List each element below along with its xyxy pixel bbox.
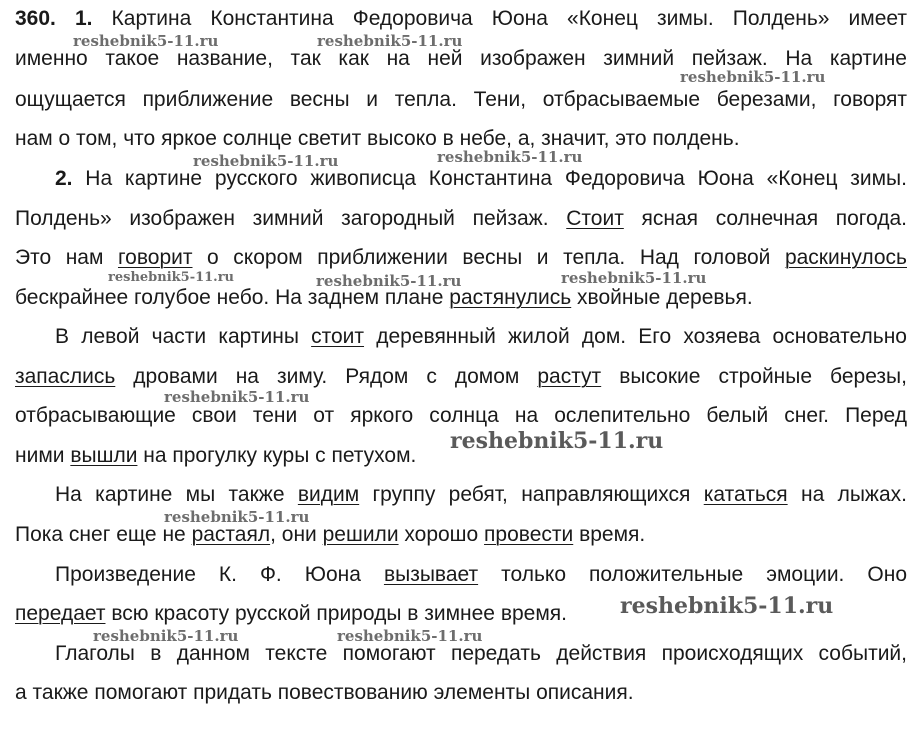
underlined-verb: кататься (703, 483, 788, 506)
text-line: отбрасывающие свои тени от яркого солнца на ослепительно белый снег. Перед (15, 404, 907, 427)
text-line: передает всю красоту русской природы в зимнее время. (15, 602, 567, 625)
watermark: reshebnik5-11.ru (620, 593, 834, 619)
watermark: reshebnik5-11.ru (108, 270, 235, 285)
text-line: На картине мы также видим группу ребят, направляющихся кататься на лыжах. (55, 483, 907, 506)
watermark: reshebnik5-11.ru (93, 627, 239, 645)
text-line: нам о том, что яркое солнце светит высоко в небе, а, значит, это полдень. (15, 127, 740, 150)
watermark: reshebnik5-11.ru (317, 32, 463, 50)
text-line: ними вышли на прогулку куры с петухом. (15, 444, 417, 467)
underlined-verb: передает (15, 602, 106, 625)
watermark: reshebnik5-11.ru (450, 428, 664, 454)
watermark: reshebnik5-11.ru (680, 68, 826, 86)
underlined-verb: вышли (70, 444, 138, 467)
part-label: 2. (55, 167, 86, 190)
watermark: reshebnik5-11.ru (193, 152, 339, 170)
underlined-verb: видим (297, 483, 360, 506)
watermark: reshebnik5-11.ru (437, 148, 583, 166)
text-line: Это нам говорит о скором приближении весны и тепла. Над головой раскинулось (15, 246, 907, 269)
watermark: reshebnik5-11.ru (561, 269, 707, 287)
underlined-verb: растаял (191, 523, 271, 546)
watermark: reshebnik5-11.ru (164, 508, 310, 526)
text-line: Произведение К. Ф. Юона вызывает только положительные эмоции. Оно (55, 563, 908, 586)
watermark: reshebnik5-11.ru (316, 272, 462, 290)
underlined-verb: вызывает (383, 563, 479, 586)
text-line: Пока снег еще не растаял, они решили хорошо провести время. (15, 523, 646, 546)
underlined-verb: Стоит (566, 207, 624, 230)
watermark: reshebnik5-11.ru (164, 388, 310, 406)
watermark: reshebnik5-11.ru (337, 627, 483, 645)
text-line: а также помогают придать повествованию элементы описания. (15, 681, 634, 704)
text-line: бескрайнее голубое небо. На заднем плане растянулись хвойные деревья. (15, 286, 753, 309)
underlined-verb: запаслись (15, 365, 116, 388)
text-line: Полдень» изображен зимний загородный пейзаж. Стоит ясная солнечная погода. (15, 207, 907, 230)
part-label: 1. (74, 7, 112, 30)
underlined-verb: решили (322, 523, 399, 546)
watermark: reshebnik5-11.ru (73, 32, 219, 50)
text-line: именно такое название, так как на ней изображен зимний пейзаж. На картине (15, 47, 907, 70)
underlined-verb: стоит (311, 325, 365, 348)
task-number: 360. (15, 7, 75, 30)
text-line: 360. 1. Картина Константина Федоровича Юона «Конец зимы. Полдень» имеет (15, 7, 907, 30)
underlined-verb: провести (484, 523, 574, 546)
text-line: Глаголы в данном тексте помогают передать действия происходящих событий, (55, 642, 907, 665)
underlined-verb: растут (537, 365, 602, 388)
text-line: ощущается приближение весны и тепла. Тени, отбрасываемые березами, говорят (15, 88, 907, 111)
text-line: В левой части картины стоит деревянный жилой дом. Его хозяева основательно (55, 325, 907, 348)
underlined-verb: говорит (117, 246, 193, 269)
text-line: 2. На картине русского живописца Константина Федоровича Юона «Конец зимы. (55, 167, 907, 190)
underlined-verb: раскинулось (784, 246, 907, 269)
text-line: запаслись дровами на зиму. Рядом с домом растут высокие стройные березы, (15, 365, 907, 388)
underlined-verb: растянулись (449, 286, 572, 309)
